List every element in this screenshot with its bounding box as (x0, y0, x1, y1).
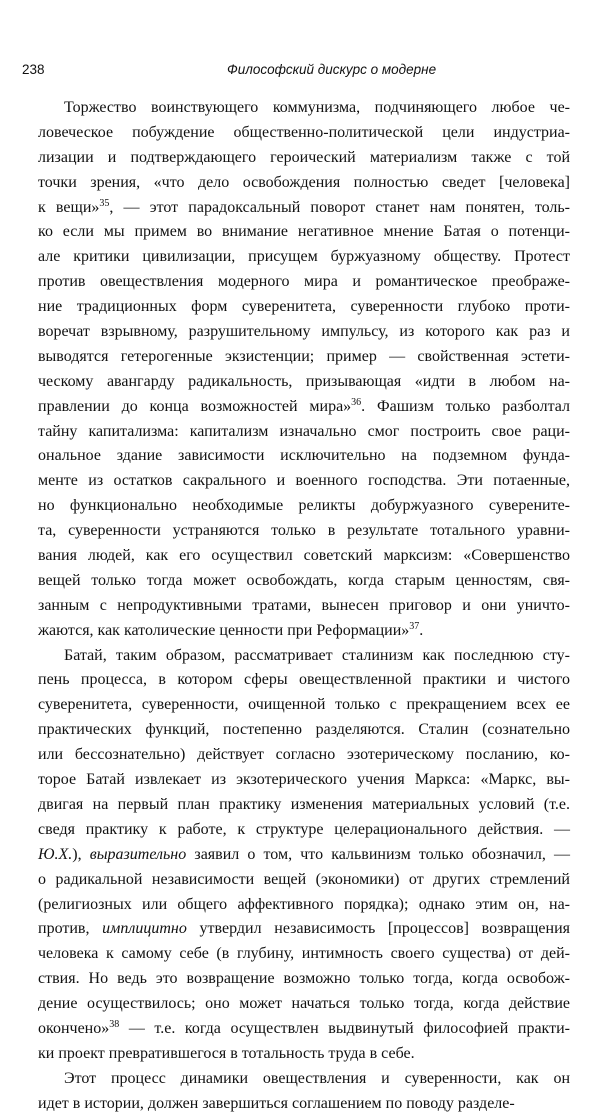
text-run: сведя практику к работе, к структуре целерационального действия. — (38, 820, 570, 838)
text-line (38, 594, 570, 619)
text-run: утвердил независимость [процессов] возвращения (186, 920, 570, 938)
running-title: Философский дискурс о модерне (227, 62, 437, 77)
text-line (38, 1092, 570, 1117)
text-run: ческому авангарду радикальность, призывающая «идти в любом на- (38, 372, 570, 390)
text-line (38, 619, 570, 644)
text-line (38, 569, 570, 594)
text-run: правлении до конца возможностей мира» (38, 397, 352, 415)
text-run: ), (72, 845, 90, 863)
text-run: та, суверенности устраняются только в результате тотального уравни- (38, 522, 570, 540)
text-run: лизации и подтверждающего героический материализм также с той (38, 148, 570, 166)
text-run: Этот процесс динамики овеществления и суверенности, как он (64, 1069, 570, 1087)
text-line (38, 494, 570, 519)
paragraph (38, 1067, 570, 1117)
text-run: двигая на первый план практику изменения материальных условий (т.е. (38, 795, 570, 813)
text-run: против, (38, 920, 103, 938)
text-run: . Фашизм только разболтал (361, 397, 571, 415)
text-line (38, 644, 570, 669)
text-line (38, 146, 570, 171)
text-run: , — этот парадоксальный поворот станет нам понятен, толь- (109, 198, 571, 216)
text-line (38, 519, 570, 544)
text-line (38, 295, 570, 320)
text-run: ко если мы примем во внимание негативное мнение Батая о потенци- (38, 223, 570, 241)
text-run: вания людей, как его осуществил советский марксизм: «Совершенство (38, 547, 570, 565)
text-run: ки проект превратившегося в тотальность труда в себе. (38, 1044, 415, 1062)
text-run: против овеществления модерного мира и романтическое преображе- (38, 273, 570, 291)
text-line (38, 917, 570, 942)
text-line (38, 444, 570, 469)
text-run: пень процесса, в котором сферы овеществленной практики и чистого (38, 671, 570, 689)
paragraph (38, 644, 570, 1067)
text-run: воречат взрывному, разрушительному импульсу, из которого как раз и (38, 323, 570, 341)
text-run: дение осуществилось; оно может начаться только тогда, когда действие (38, 995, 570, 1013)
text-run: вещей только тогда может освобождать, когда старым ценностям, свя- (38, 571, 570, 589)
text-line (38, 868, 570, 893)
text-run: или бессознательно) действует согласно эзотерическому посланию, ко- (38, 746, 570, 764)
text-line (38, 220, 570, 245)
text-run: ние традиционных форм суверенитета, суверенности глубоко проти- (38, 298, 570, 316)
text-run: . (419, 621, 424, 639)
text-line (38, 818, 570, 843)
text-line (38, 743, 570, 768)
text-run: тайну капитализма: капитализм изначально смог построить свое раци- (38, 422, 570, 440)
text-line (38, 843, 570, 868)
text-line (38, 1067, 570, 1092)
text-line (38, 693, 570, 718)
text-run: заявил о том, что кальвинизм только обозначил, — (186, 845, 571, 863)
footnote-ref: 37 (409, 620, 420, 632)
text-line (38, 1042, 570, 1067)
text-line (38, 942, 570, 967)
text-run: ональное здание зависимости исключительно на подземном фунда- (38, 447, 570, 465)
text-line (38, 420, 570, 445)
italic-run: Ю.Х. (38, 845, 73, 863)
text-line (38, 768, 570, 793)
text-run: суверенитета, суверенности, очищенной только с прекращением всех ее (38, 696, 570, 714)
text-run: человека к самому себе (в глубину, интимность своего существа) от дей- (38, 945, 570, 963)
text-run: Торжество воинствующего коммунизма, подчиняющего любое че- (64, 99, 570, 116)
paragraph (38, 96, 570, 644)
text-line (38, 345, 570, 370)
text-run: к вещи» (38, 198, 100, 216)
text-line (38, 718, 570, 743)
footnote-ref: 35 (99, 197, 110, 209)
text-run: идет в истории, должен завершиться соглашением по поводу разделе- (38, 1094, 515, 1112)
text-run: ствия. Но ведь это возвращение возможно только тогда, когда освобож- (38, 970, 570, 988)
text-run: ловеческое побуждение общественно-политической цели индустриа- (38, 123, 570, 141)
italic-run: имплицитно (102, 920, 187, 938)
text-run: выводятся гетерогенные экзистенции; пример — свойственная эстети- (38, 347, 570, 365)
text-line (38, 793, 570, 818)
text-run: (религиозных или общего аффективного порядка); однако этим он, на- (38, 895, 570, 913)
text-run: но функционально необходимые реликты добуржуазного суверените- (38, 497, 570, 515)
text-line (38, 196, 570, 221)
footnote-ref: 38 (109, 1018, 120, 1030)
text-run: практических функций, постепенно разделяются. Сталин (сознательно (38, 721, 570, 739)
text-run: точки зрения, «что дело освобождения полностью сведет [человека] (38, 173, 570, 191)
text-run: занным с непродуктивными тратами, вынесен приговор и они уничто- (38, 596, 570, 614)
italic-run: выразительно (89, 845, 187, 863)
text-line (38, 270, 570, 295)
text-line (38, 992, 570, 1017)
text-line (38, 370, 570, 395)
text-line (38, 171, 570, 196)
text-run: менте из остатков сакрального и военного господства. Эти потаенные, (38, 472, 570, 490)
text-line (38, 967, 570, 992)
text-run: Батай, таким образом, рассматривает сталинизм как последнюю сту- (64, 646, 570, 664)
text-run: торое Батай извлекает из экзотерического учения Маркса: «Маркс, вы- (38, 771, 570, 789)
text-run: окончено» (38, 1019, 110, 1037)
text-line (38, 395, 570, 420)
text-line (38, 1017, 570, 1042)
body-text (38, 96, 570, 1117)
text-line (38, 668, 570, 693)
text-line (38, 96, 570, 121)
text-line (38, 544, 570, 569)
text-line (38, 893, 570, 918)
text-line (38, 320, 570, 345)
footnote-ref: 36 (351, 396, 362, 408)
text-run: але критики цивилизации, присущем буржуазному обществу. Протест (38, 248, 570, 266)
text-run: жаются, как католические ценности при Реформации» (38, 621, 410, 639)
text-line (38, 245, 570, 270)
text-run: о радикальной независимости вещей (экономики) от других стремлений (38, 870, 570, 888)
page-number: 238 (22, 62, 45, 77)
text-line (38, 121, 570, 146)
text-line (38, 469, 570, 494)
text-run: — т.е. когда осуществлен выдвинутый философией практи- (119, 1019, 570, 1037)
